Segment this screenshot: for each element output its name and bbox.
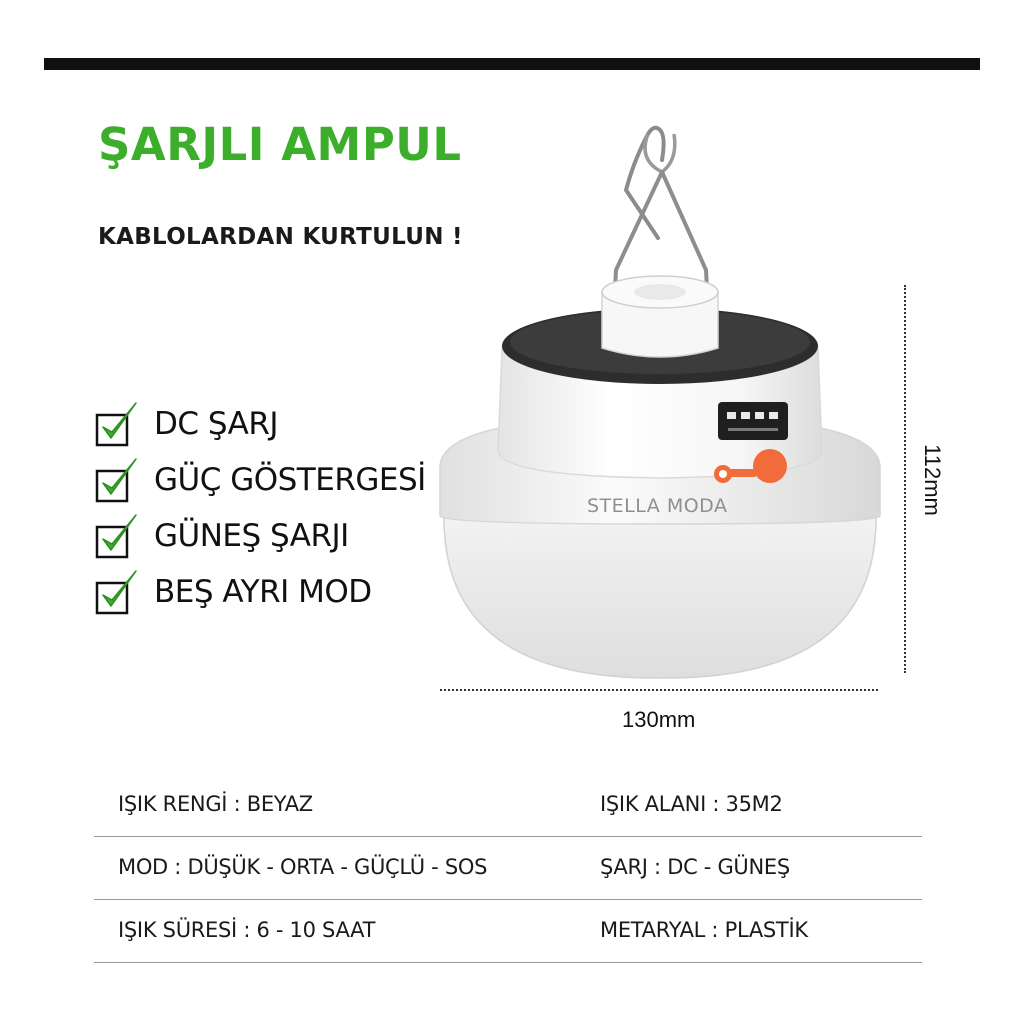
spec-table <box>94 774 922 963</box>
feature-item <box>94 396 426 452</box>
feature-item <box>94 508 426 564</box>
feature-label: DC ŞARJ <box>154 406 279 442</box>
spec-light-duration: IŞIK SÜRESİ : 6 - 10 SAAT <box>118 918 376 942</box>
spec-light-color: IŞIK RENGİ : BEYAZ <box>118 792 313 816</box>
height-dimension-line <box>904 285 906 673</box>
width-dimension-label: 130mm <box>622 707 696 732</box>
feature-label: GÜNEŞ ŞARJI <box>154 518 349 554</box>
feature-item <box>94 452 426 508</box>
checkbox-check-icon <box>94 511 142 561</box>
height-dimension-label: 112mm <box>920 444 945 516</box>
spec-light-area: IŞIK ALANI : 35M2 <box>600 792 783 816</box>
spec-row <box>94 900 922 963</box>
feature-list <box>94 396 426 620</box>
feature-label: GÜÇ GÖSTERGESİ <box>154 462 426 498</box>
rechargeable-bulb-image <box>430 120 890 690</box>
spec-material: METARYAL : PLASTİK <box>600 918 808 942</box>
watermark: STELLA MODA <box>587 495 728 517</box>
spec-charging: ŞARJ : DC - GÜNEŞ <box>600 855 790 879</box>
battery-indicator-panel <box>718 402 788 440</box>
product-title: ŞARJLI AMPUL <box>98 118 462 171</box>
feature-item <box>94 564 426 620</box>
diffuser-dome <box>444 518 876 678</box>
checkbox-check-icon <box>94 399 142 449</box>
spec-row <box>94 774 922 837</box>
width-dimension-line <box>440 689 878 691</box>
checkbox-check-icon <box>94 455 142 505</box>
top-divider-bar <box>44 58 980 70</box>
checkbox-check-icon <box>94 567 142 617</box>
feature-label: BEŞ AYRI MOD <box>154 574 372 610</box>
product-tagline: KABLOLARDAN KURTULUN ! <box>98 224 463 250</box>
spec-row <box>94 837 922 900</box>
spec-modes: MOD : DÜŞÜK - ORTA - GÜÇLÜ - SOS <box>118 855 488 879</box>
